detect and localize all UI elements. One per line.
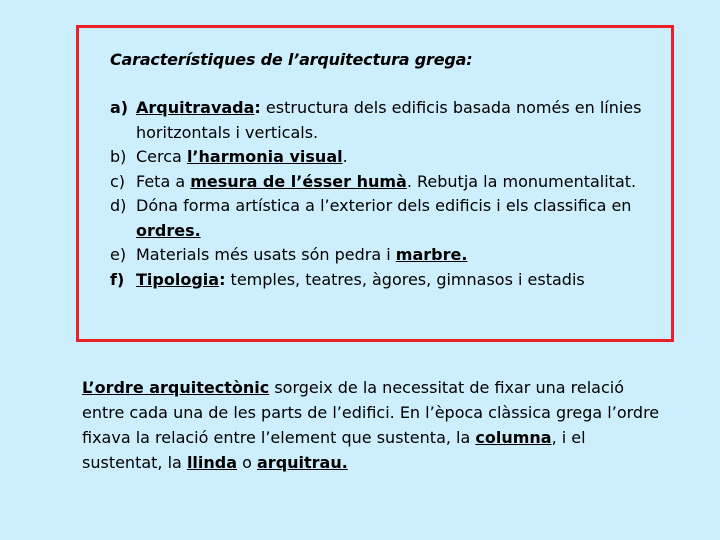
list-term: Tipologia: [136, 269, 220, 289]
list-item-text: Tipologia: temples, teatres, àgores, gimnasos i estadis: [136, 269, 585, 289]
list-item-text: Feta a mesura de l’ésser humà. Rebutja la monumentalitat.: [136, 171, 637, 191]
list-item-text: Dóna forma artística a l’exterior dels edificis i els classifica en ordres.: [136, 196, 632, 240]
list-item: [110, 96, 670, 145]
list-item: [110, 268, 670, 293]
paragraph-term: L’ordre arquitectònic: [82, 378, 270, 397]
list-term: Arquitravada: [136, 98, 255, 117]
list-marker: a): [110, 98, 129, 117]
list-item: [110, 145, 670, 170]
list-term: mesura de l’ésser humà: [190, 171, 407, 191]
list-marker: f): [110, 269, 125, 289]
characteristics-list: [110, 96, 670, 292]
paragraph-term: llinda: [186, 453, 238, 472]
list-term: marbre.: [395, 245, 468, 264]
list-item-text: Cerca l’harmonia visual.: [136, 147, 348, 166]
list-item-text: Arquitravada: estructura dels edificis basada només en línies horitzontals i verticals.: [136, 98, 642, 142]
list-item: [110, 170, 670, 195]
list-marker: e): [110, 245, 127, 264]
list-term: ordres.: [136, 220, 201, 240]
list-item: [110, 194, 670, 243]
paragraph-term: arquitrau.: [257, 453, 348, 472]
paragraph-term: columna: [475, 428, 552, 447]
list-term: l’harmonia visual: [186, 147, 343, 166]
box-title: Característiques de l’arquitectura grega:: [110, 50, 473, 69]
list-marker: d): [110, 196, 127, 215]
list-item: [110, 243, 670, 268]
order-paragraph: L’ordre arquitectònic sorgeix de la necessitat de fixar una relació entre cada una de les parts de l’edifici. En l’època clàssica grega l’ordre fixava la relació entre l’element que sustenta, la columna, i el sustentat, la llinda o arquitrau.: [82, 378, 660, 472]
list-marker: b): [110, 147, 127, 166]
list-item-text: Materials més usats són pedra i marbre.: [136, 245, 468, 264]
list-marker: c): [110, 171, 126, 191]
